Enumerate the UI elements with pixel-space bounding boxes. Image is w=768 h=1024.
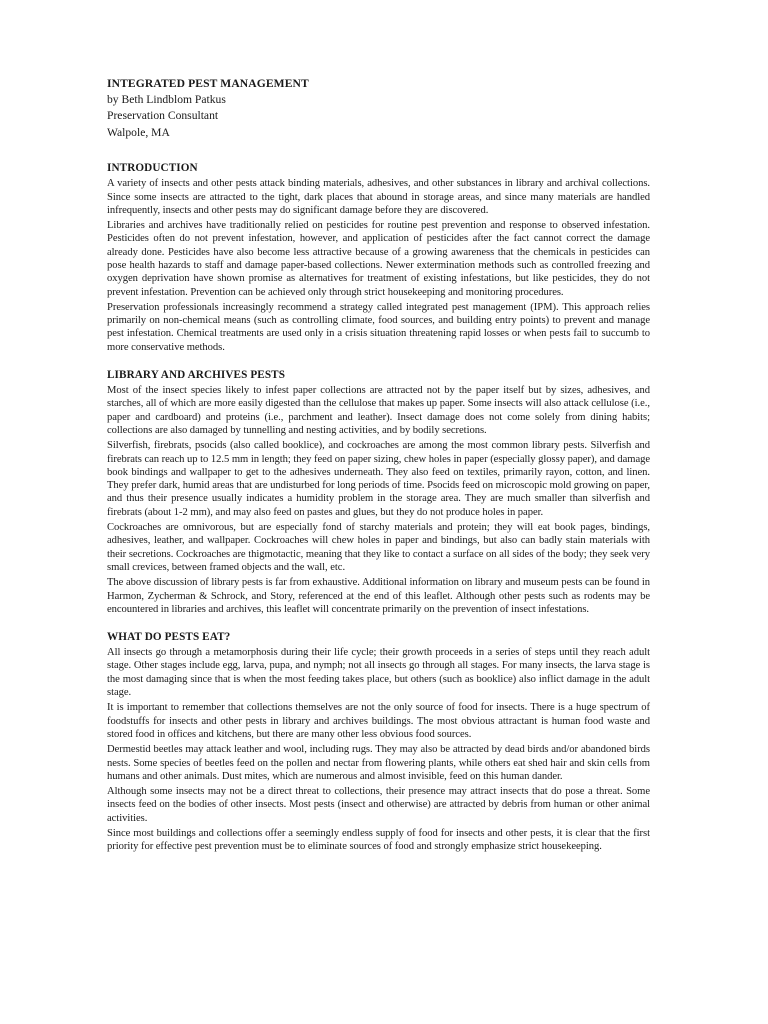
paragraph: Cockroaches are omnivorous, but are especially fond of starchy materials and protein; they will eat book pages, bindings, adhesives, leather, and wallpaper. Cockroaches will chew holes in paper and bindings, but also can badly stain materials with their secretions. Cockroaches are thigmotactic, meaning that they like to contact a surface on all sides of the body; they seek very small crevices, between framed objects and the wall, etc. (107, 522, 650, 573)
document-page (107, 76, 650, 856)
paragraph: The above discussion of library pests is far from exhaustive. Additional information on library and museum pests can be found in Harmon, Zycherman & Schrock, and Story, referenced at the end of this leaflet. Although other pests such as rodents may be encountered in libraries and archives, this leaflet will concentrate primarily on the prevention of insect infestations. (107, 577, 650, 615)
paragraph: Libraries and archives have traditionally relied on pesticides for routine pest prevention and response to observed infestation. Pesticides often do not prevent infestation, however, and application of pesticides after the fact cannot correct the damage already done. Pesticides have also become less attractive because of a growing awareness that the chemicals in pesticides can pose health hazards to staff and damage paper-based collections. Newer extermination methods such as controlled freezing and oxygen deprivation have shown promise as alternatives for treatment of existing infestations, but like pesticides, they do not prevent infestation. Prevention can be achieved only through strict housekeeping and monitoring procedures. (107, 220, 650, 298)
author-name: by Beth Lindblom Patkus (107, 93, 226, 106)
section-library-and-archives-pests (107, 368, 650, 616)
section-heading: WHAT DO PESTS EAT? (107, 631, 231, 644)
section-heading: INTRODUCTION (107, 162, 198, 175)
section-introduction (107, 161, 650, 354)
paragraph: Most of the insect species likely to infest paper collections are attracted not by the paper itself but by sizes, adhesives, and starches, all of which are more easily digested than the cellulose that makes up paper. Some insects will also attack cellulose (i.e., paper and cardboard) and proteins (i.e., parchment and leather). Insect damage does not come solely from dining habits; collections are also damaged by tunnelling and nesting activities, and by bodily secretions. (107, 385, 650, 436)
section-what-do-pests-eat (107, 630, 650, 853)
author-location: Walpole, MA (107, 125, 170, 139)
paragraph: All insects go through a metamorphosis during their life cycle; their growth proceeds in a series of steps until they reach adult stage. Other stages include egg, larva, pupa, and nymph; not all insects go through all stages. For many insects, the larva stage is the most damaging since that is when the most feeding takes place, but others (such as booklice) also inflict damage in the adult stage. (107, 647, 650, 699)
author-role: Preservation Consultant (107, 109, 219, 123)
paragraph: It is important to remember that collections themselves are not the only source of food for insects. There is a huge spectrum of foodstuffs for insects and other pests in library and archives buildings. The most obvious attractant is human food waste and stored food in offices and kitchens, but there are many other less obvious food sources. (107, 702, 650, 740)
section-heading: LIBRARY AND ARCHIVES PESTS (107, 369, 286, 382)
paragraph: Silverfish, firebrats, psocids (also called booklice), and cockroaches are among the most common library pests. Silverfish and firebrats can reach up to 12.5 mm in length; they feed on paper sizing, chew holes in paper (especially glossy paper), and damage book bindings and wallpaper to get to the adhesives underneath. They also feed on textiles, primarily rayon, cotton, and linen. They prefer dark, humid areas that are undisturbed for long periods of time. Psocids feed on microscopic mold growing on paper, and thus their presence usually indicates a humidity problem in the storage area. They are much smaller than silverfish and firebrats (about 1-2 mm), and may also feed on pastes and glues, but they do not produce holes in paper. (107, 440, 650, 518)
paragraph: Dermestid beetles may attack leather and wool, including rugs. They may also be attracted by dead birds and/or abandoned birds nests. Some species of beetles feed on the pollen and nectar from flowering plants, while others eat shed hair and skin cells from humans and other animals. Dust mites, which are numerous and almost invisible, feed on this human dander. (107, 744, 650, 782)
paragraph: A variety of insects and other pests attack binding materials, adhesives, and other substances in library and archival collections. Since some insects are attracted to the tight, dark places that abound in storage areas, and since many materials are handled infrequently, insects and other pests may do significant damage before they are discovered. (107, 178, 650, 216)
paragraph: Preservation professionals increasingly recommend a strategy called integrated pest management (IPM). This approach relies primarily on non-chemical means (such as controlling climate, food sources, and building entry points) to prevent and manage pest infestation. Chemical treatments are used only in a crisis situation threatening rapid losses or when pests fail to succumb to more conservative methods. (107, 301, 650, 353)
document-title: INTEGRATED PEST MANAGEMENT (107, 77, 309, 90)
paragraph: Although some insects may not be a direct threat to collections, their presence may attract insects that do pose a threat. Some insects feed on the bodies of other insects. Most pests (insect and otherwise) are attracted by debris from human or other animal activities. (107, 786, 650, 824)
paragraph: Since most buildings and collections offer a seemingly endless supply of food for insects and other pests, it is clear that the first priority for effective pest prevention must be to eliminate sources of food and strongly emphasize strict housekeeping. (107, 827, 650, 853)
